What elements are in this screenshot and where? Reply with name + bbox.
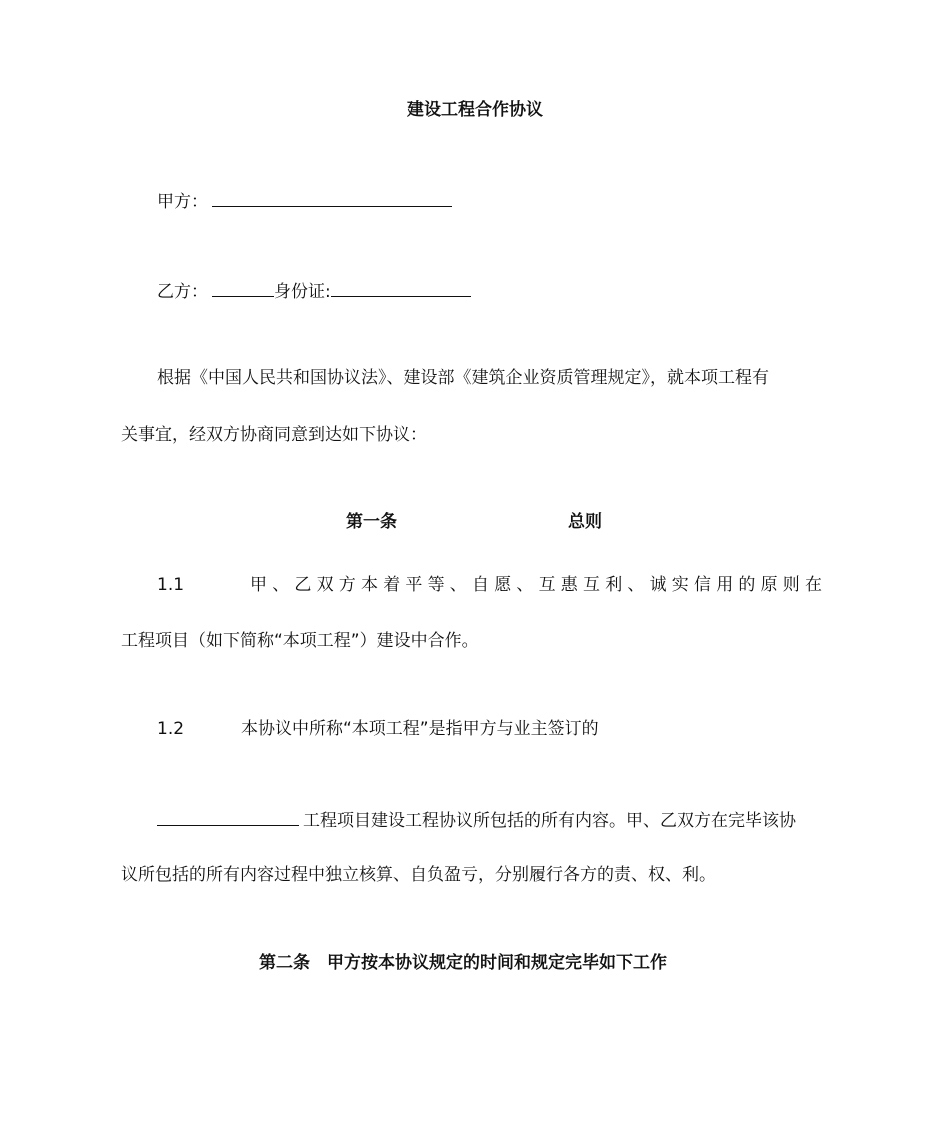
party-b-label: 乙方： [157,282,208,302]
clause-1-2-line-2: 工程项目建设工程协议所包括的所有内容。甲、乙双方在完毕该协 [303,811,796,831]
clause-1-1-line-1: 甲、乙双方本着平等、自愿、互惠互利、诚实信用的原则在 [250,575,828,595]
article-2-heading: 第二条 甲方按本协议规定的时间和规定完毕如下工作 [259,953,667,973]
clause-1-2-line-1: 本协议中所称“本项工程”是指甲方与业主签订的 [241,719,599,739]
document-title: 建设工程合作协议 [407,100,543,120]
party-b-id-blank [331,279,471,297]
clause-1-1-line-2: 工程项目（如下简称“本项工程”）建设中合作。 [121,631,479,651]
article-1-number: 第一条 [346,512,397,532]
clause-1-2-line-3: 议所包括的所有内容过程中独立核算、自负盈亏，分别履行各方的责、权、利。 [121,865,716,885]
intro-line-2: 关事宜，经双方协商同意到达如下协议： [121,425,427,445]
party-b-name-blank [212,279,274,297]
article-1-heading: 总则 [568,512,602,532]
party-a-label: 甲方： [157,192,208,212]
party-a-blank [212,189,452,207]
clause-1-2-line-2-wrap [157,808,796,832]
clause-1-1-number: 1.1 [157,575,185,595]
party-b-id-label: 身份证: [274,282,331,302]
clause-1-2-number: 1.2 [157,719,185,739]
intro-line-1: 根据《中国人民共和国协议法》、建设部《建筑企业资质管理规定》，就本项工程有 [157,368,769,388]
party-a-line [157,189,452,213]
party-b-line [157,279,471,303]
project-name-blank [157,808,299,826]
